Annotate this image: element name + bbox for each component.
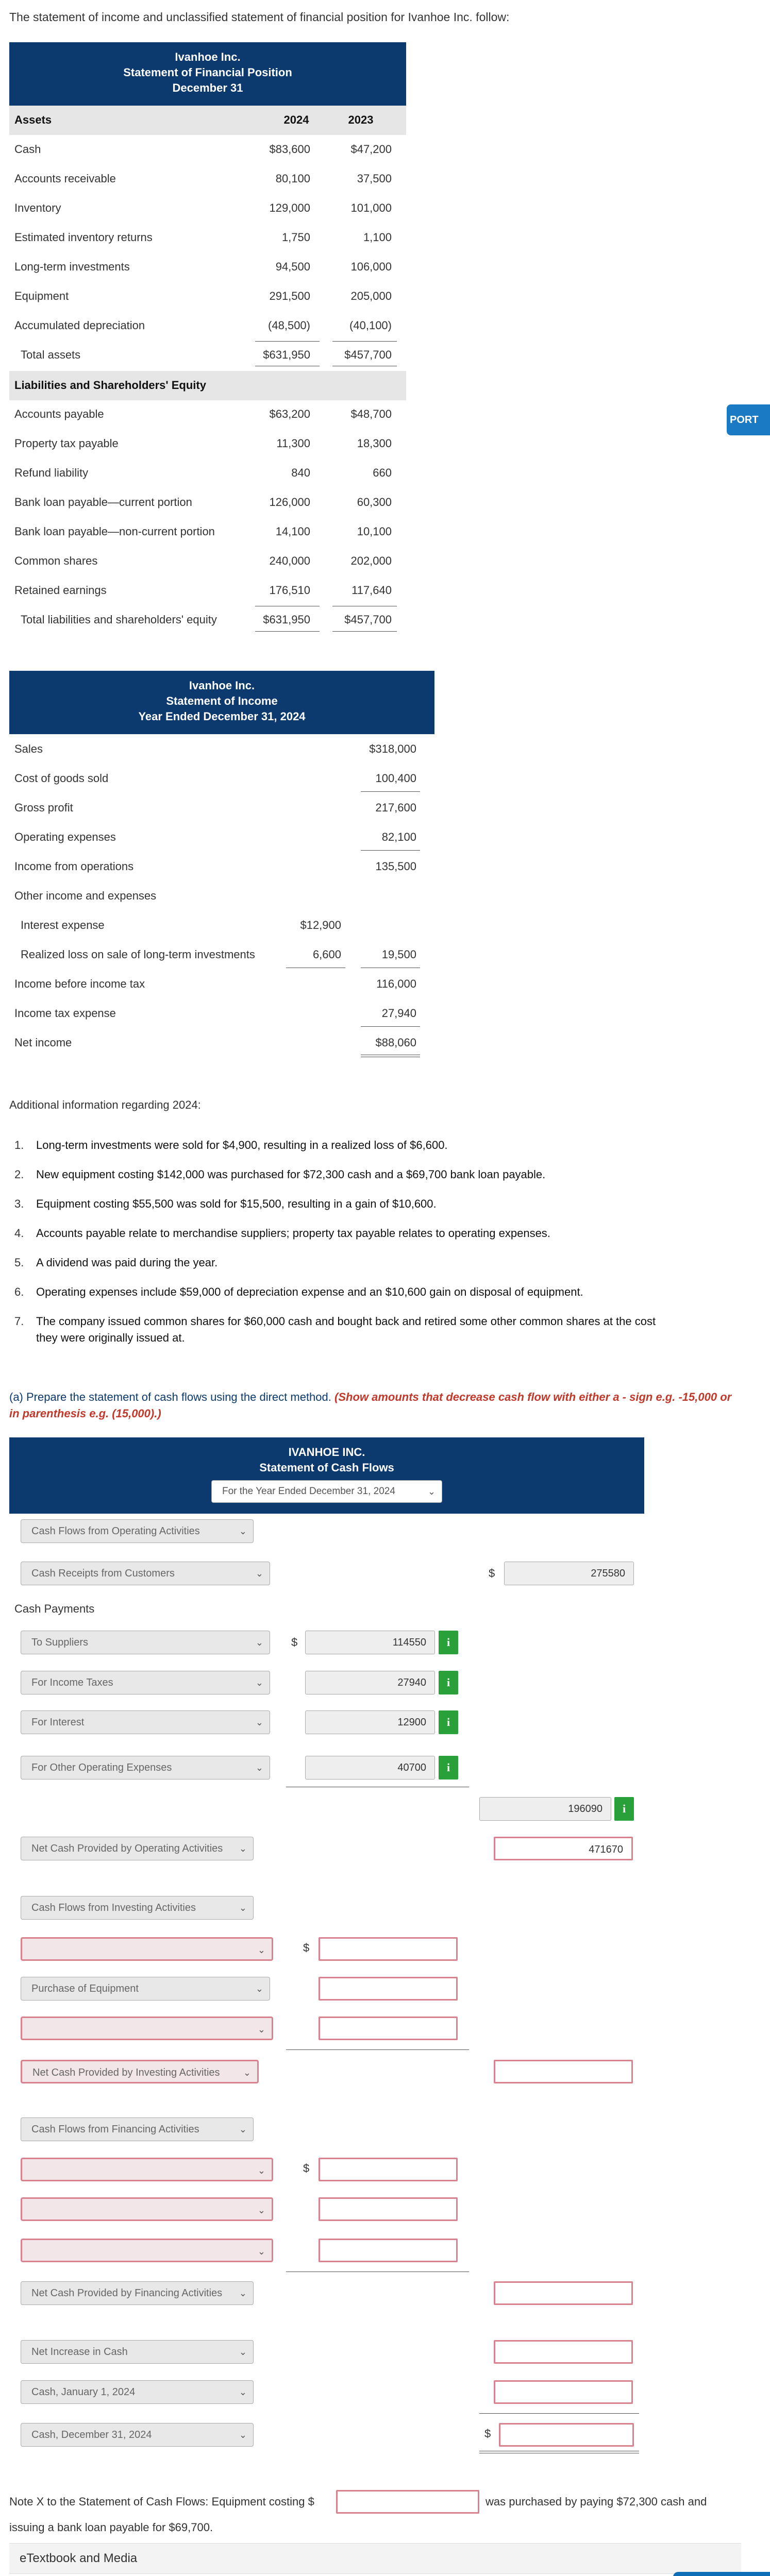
chevron-down-icon: ⌄ [255, 1637, 263, 1648]
net-fin-label: Net Cash Provided by Financing Activities [31, 2287, 223, 2299]
net-fin-select[interactable] [21, 2281, 254, 2305]
sfp-cell-2023: 202,000 [350, 554, 392, 567]
fin-line3-input[interactable] [319, 2239, 458, 2262]
subtotal-rule [479, 2413, 639, 2414]
income-cell-total: $88,060 [375, 1036, 416, 1049]
fin-line2-select[interactable] [21, 2197, 273, 2221]
inv-header-label: Cash Flows from Investing Activities [31, 1902, 196, 1913]
note-line2: issuing a bank loan payable for $69,700. [9, 2521, 213, 2534]
sfp-cell-2024: 94,500 [275, 260, 310, 273]
chevron-down-icon: ⌄ [255, 1717, 263, 1727]
income-row-label: Income tax expense [14, 1007, 116, 1020]
chevron-down-icon: ⌄ [255, 1677, 263, 1688]
sfp-row-label: Property tax payable [14, 437, 119, 450]
fin-header-label: Cash Flows from Financing Activities [31, 2124, 199, 2135]
receipts-input[interactable]: 275580 [504, 1562, 634, 1585]
chevron-down-icon: ⌄ [257, 2165, 265, 2176]
additional-item: they were originally issued at. [36, 1331, 185, 1344]
sfp-cell-2023: 205,000 [350, 290, 392, 302]
income-cell-total: 116,000 [376, 977, 416, 990]
scf-title: Statement of Cash Flows [259, 1461, 394, 1474]
income-company: Ivanhoe Inc. [189, 679, 255, 692]
income-row-label: Sales [14, 742, 43, 755]
sfp-row-label: Accounts payable [14, 408, 104, 420]
fin-line3-select[interactable] [21, 2239, 273, 2262]
sfp-cell-2023: 106,000 [350, 260, 392, 273]
chevron-down-icon: ⌄ [243, 2067, 251, 2078]
sum-rule [361, 1026, 420, 1027]
sfp-cell-2024: 1,750 [281, 231, 310, 244]
sfp-cell-2023: 10,100 [357, 525, 392, 538]
total-payments-input[interactable]: 196090 [479, 1797, 611, 1821]
income-row-label: Other income and expenses [14, 889, 157, 902]
other-select[interactable] [21, 1756, 270, 1780]
income-cell-total: 217,600 [375, 801, 416, 814]
sfp-cell-2024: 11,300 [276, 437, 310, 450]
chevron-down-icon: ⌄ [257, 2246, 265, 2257]
interest-select[interactable] [21, 1710, 270, 1734]
chevron-down-icon: ⌄ [239, 1843, 247, 1854]
additional-item: New equipment costing $142,000 was purchased for $72,300 cash and a $69,700 bank loan payable. [36, 1168, 546, 1181]
fin-line1-select[interactable] [21, 2158, 273, 2181]
sfp-title: Statement of Financial Position [123, 66, 292, 79]
sfp-cell-2024: 126,000 [269, 496, 310, 509]
sfp-row-label: Long-term investments [14, 260, 130, 273]
sfp-row-label: Bank loan payable—current portion [14, 496, 192, 509]
cash-jan-input[interactable] [494, 2380, 633, 2404]
sfp-cell-2023: 117,640 [351, 584, 392, 597]
chevron-down-icon: ⌄ [255, 1984, 263, 1994]
additional-number: 6. [14, 1285, 24, 1298]
dollar-sign: $ [484, 2427, 491, 2440]
net-op-label: Net Cash Provided by Operating Activities [31, 1843, 223, 1854]
dollar-sign: $ [303, 1941, 310, 1954]
cash-dec-label: Cash, December 31, 2024 [31, 2429, 152, 2441]
additional-number: 5. [14, 1256, 24, 1269]
subtotal-rule [286, 2049, 469, 2050]
scf-company: IVANHOE INC. [288, 1446, 365, 1459]
sfp-liab-label: Liabilities and Shareholders' Equity [14, 379, 206, 392]
income-cell-total: 19,500 [381, 948, 416, 961]
sum-rule [361, 791, 420, 792]
income-row-label: Gross profit [14, 801, 73, 814]
net-inc-label: Net Increase in Cash [31, 2346, 128, 2358]
purchase-select[interactable] [21, 1977, 270, 2001]
inv-line3-select[interactable] [21, 2016, 273, 2040]
additional-item: The company issued common shares for $60,000 cash and bought back and retired some other common shares at the cost [36, 1315, 656, 1328]
sfp-row-label: Inventory [14, 201, 61, 214]
taxes-label: For Income Taxes [31, 1677, 113, 1688]
cash-dec-input[interactable] [499, 2423, 634, 2447]
sfp-cell-2023: 18,300 [357, 437, 392, 450]
additional-item: Accounts payable relate to merchandise suppliers; property tax payable relates to operating expenses. [36, 1227, 550, 1240]
sfp-cell-2023: $47,200 [350, 143, 392, 156]
receipts-select[interactable] [21, 1562, 270, 1585]
double-rule [255, 631, 320, 632]
dollar-sign: $ [489, 1567, 495, 1580]
chevron-down-icon: ⌄ [239, 2430, 247, 2440]
sfp-assets-label: Assets [14, 113, 52, 126]
fin-header-select[interactable] [21, 2117, 254, 2141]
note-equipment-input[interactable] [336, 2490, 479, 2514]
question-hint2: in parenthesis e.g. (15,000).) [9, 1407, 161, 1420]
intro-text: The statement of income and unclassified statement of financial position for Ivanhoe Inc. follow: [9, 10, 510, 24]
question-part: (a) Prepare the statement of cash flows using the direct method. [9, 1391, 334, 1403]
sfp-row-label: Cash [14, 143, 41, 156]
sfp-cell-2023: 660 [373, 466, 392, 479]
inv-line1-input[interactable] [319, 1937, 458, 1961]
income-row-label: Income before income tax [14, 977, 145, 990]
sfp-cell-2024: $63,200 [269, 408, 310, 420]
net-op-select[interactable] [21, 1837, 254, 1860]
chevron-down-icon: ⌄ [427, 1486, 436, 1497]
chevron-down-icon: ⌄ [239, 2347, 247, 2357]
taxes-input[interactable]: 27940 [305, 1671, 435, 1694]
info-icon[interactable]: i [439, 1671, 458, 1694]
sfp-row-label: Total assets [21, 348, 81, 361]
suppliers-select[interactable] [21, 1631, 270, 1654]
etextbook-bar[interactable] [9, 2543, 741, 2574]
sfp-cell-2024: $631,950 [263, 613, 310, 626]
sfp-row-label: Bank loan payable—non-current portion [14, 525, 215, 538]
suppliers-label: To Suppliers [31, 1637, 89, 1648]
question-hint: (Show amounts that decrease cash flow with either a - sign e.g. -15,000 or [334, 1391, 732, 1403]
sfp-cell-2024: 291,500 [269, 290, 310, 302]
question-text [9, 1389, 746, 1422]
chevron-down-icon: ⌄ [257, 2024, 265, 2035]
sum-rule [361, 850, 420, 851]
cash-dec-select[interactable] [21, 2423, 254, 2447]
other-label: For Other Operating Expenses [31, 1762, 172, 1773]
net-fin-input[interactable] [494, 2281, 633, 2305]
cash-jan-label: Cash, January 1, 2024 [31, 2386, 136, 2398]
sfp-row-label: Accounts receivable [14, 172, 116, 185]
sfp-row-label: Accumulated depreciation [14, 319, 145, 332]
sfp-cell-2023: 37,500 [357, 172, 392, 185]
taxes-select[interactable] [21, 1671, 270, 1694]
sfp-cell-2023: 1,100 [363, 231, 392, 244]
scf-period-label: For the Year Ended December 31, 2024 [222, 1486, 395, 1497]
additional-number: 1. [14, 1139, 24, 1151]
additional-number: 7. [14, 1315, 24, 1328]
sfp-cell-2023: 60,300 [357, 496, 392, 509]
sfp-cell-2024: $631,950 [263, 348, 310, 361]
sfp-cell-2024: 80,100 [275, 172, 310, 185]
inv-header-select[interactable] [21, 1896, 254, 1920]
sfp-year-2023: 2023 [348, 113, 374, 126]
chevron-down-icon: ⌄ [255, 1762, 263, 1773]
sfp-year-2024: 2024 [283, 113, 309, 126]
sfp-cell-2023: $457,700 [344, 348, 392, 361]
income-row-label: Net income [14, 1036, 72, 1049]
sfp-cell-2024: 14,100 [275, 525, 310, 538]
additional-item: A dividend was paid during the year. [36, 1256, 218, 1269]
income-row-label: Operating expenses [14, 831, 116, 843]
info-icon[interactable]: i [439, 1631, 458, 1654]
income-cell-total: 82,100 [381, 831, 416, 843]
side-tab-label: PORT [730, 414, 759, 426]
income-title: Statement of Income [166, 694, 278, 707]
info-icon[interactable]: i [614, 1797, 634, 1821]
dollar-sign: $ [291, 1636, 298, 1649]
sfp-cell-2024: (48,500) [268, 319, 310, 332]
sfp-row-label: Refund liability [14, 466, 89, 479]
sfp-cell-2023: 101,000 [350, 201, 392, 214]
chevron-down-icon: ⌄ [239, 2288, 247, 2298]
additional-item: Long-term investments were sold for $4,900, resulting in a realized loss of $6,600. [36, 1139, 448, 1151]
inv-line3-input[interactable] [319, 2016, 458, 2040]
etextbook-label[interactable]: eTextbook and Media [20, 2551, 138, 2565]
net-inc-input[interactable] [494, 2340, 633, 2364]
income-row-label: Income from operations [14, 860, 134, 873]
sum-rule [332, 341, 397, 342]
sfp-row-label: Estimated inventory returns [14, 231, 153, 244]
chevron-down-icon: ⌄ [239, 1903, 247, 1913]
sfp-cell-2024: $83,600 [269, 143, 310, 156]
income-row-label: Cost of goods sold [14, 772, 109, 785]
additional-number: 3. [14, 1197, 24, 1210]
sum-rule [255, 341, 320, 342]
sfp-header [9, 42, 406, 106]
income-cell-total: 100,400 [375, 772, 416, 785]
chevron-down-icon: ⌄ [239, 2124, 247, 2134]
double-rule [332, 631, 397, 632]
receipts-label: Cash Receipts from Customers [31, 1568, 175, 1579]
chevron-down-icon: ⌄ [255, 1568, 263, 1579]
chevron-down-icon: ⌄ [257, 1945, 265, 1955]
sfp-cell-2023: $48,700 [350, 408, 392, 420]
net-inc-select[interactable] [21, 2340, 254, 2364]
purchase-label: Purchase of Equipment [31, 1983, 139, 1994]
income-header [9, 671, 434, 734]
chevron-down-icon: ⌄ [257, 2205, 265, 2215]
net-inv-label: Net Cash Provided by Investing Activities [32, 2067, 220, 2078]
income-row-label: Realized loss on sale of long-term investments [21, 948, 255, 961]
income-cell-inner: 6,600 [312, 948, 341, 961]
income-cell-inner: $12,900 [300, 919, 341, 931]
sfp-row-label: Equipment [14, 290, 69, 302]
other-input[interactable]: 40700 [305, 1756, 435, 1780]
inv-line1-select[interactable] [21, 1937, 273, 1961]
sfp-cell-2024: 176,510 [269, 584, 310, 597]
net-op-input[interactable]: 471670 [494, 1837, 633, 1860]
scf-period-select[interactable] [211, 1480, 442, 1503]
net-inv-select[interactable] [21, 2060, 259, 2083]
income-date: Year Ended December 31, 2024 [138, 710, 306, 723]
payments-label: Cash Payments [14, 1602, 95, 1615]
interest-label: For Interest [31, 1717, 85, 1728]
dollar-sign: $ [303, 2162, 310, 2175]
sfp-date: December 31 [172, 81, 243, 94]
additional-number: 2. [14, 1168, 24, 1181]
support-button[interactable] [673, 2572, 770, 2576]
income-cell-total: 27,940 [381, 1007, 416, 1020]
net-inv-input[interactable] [494, 2060, 633, 2083]
purchase-input[interactable] [319, 1977, 458, 2001]
sfp-cell-2023: (40,100) [349, 319, 392, 332]
fin-line2-input[interactable] [319, 2197, 458, 2221]
income-row-label: Interest expense [21, 919, 105, 931]
side-tab[interactable] [727, 404, 770, 435]
sfp-cell-2024: 240,000 [269, 554, 310, 567]
interest-input[interactable]: 12900 [305, 1710, 435, 1734]
income-cell-total: 135,500 [375, 860, 416, 873]
sfp-row-label: Retained earnings [14, 584, 107, 597]
sfp-row-label: Common shares [14, 554, 98, 567]
chevron-down-icon: ⌄ [239, 1526, 247, 1536]
additional-heading: Additional information regarding 2024: [9, 1098, 201, 1111]
info-icon[interactable]: i [439, 1710, 458, 1734]
op-header-select[interactable] [21, 1519, 254, 1543]
additional-item: Equipment costing $55,500 was sold for $15,500, resulting in a gain of $10,600. [36, 1197, 437, 1210]
info-icon[interactable]: i [439, 1756, 458, 1780]
note-post: was purchased by paying $72,300 cash and [486, 2495, 707, 2508]
additional-number: 4. [14, 1227, 24, 1240]
sfp-cell-2023: $457,700 [344, 613, 392, 626]
sfp-company: Ivanhoe Inc. [175, 50, 241, 63]
sfp-row-label: Total liabilities and shareholders' equity [21, 613, 217, 626]
fin-line1-input[interactable] [319, 2158, 458, 2181]
income-cell-total: $318,000 [369, 742, 416, 755]
sfp-cell-2024: 840 [291, 466, 310, 479]
additional-item: Operating expenses include $59,000 of depreciation expense and an $10,600 gain on disposal of equipment. [36, 1285, 583, 1298]
op-header-label: Cash Flows from Operating Activities [31, 1526, 200, 1537]
cash-jan-select[interactable] [21, 2380, 254, 2404]
suppliers-input[interactable]: 114550 [305, 1631, 435, 1654]
sfp-cell-2024: 129,000 [269, 201, 310, 214]
chevron-down-icon: ⌄ [239, 2387, 247, 2397]
note-pre: Note X to the Statement of Cash Flows: Equipment costing $ [9, 2495, 314, 2508]
